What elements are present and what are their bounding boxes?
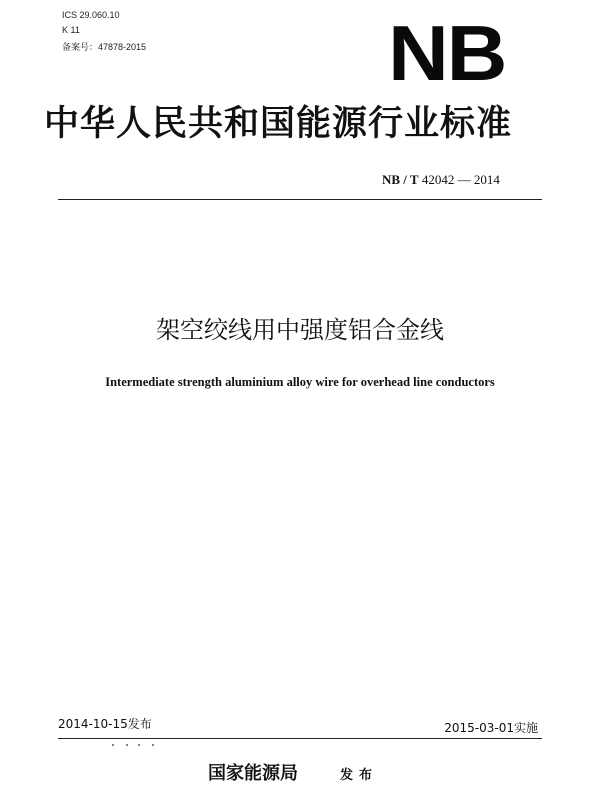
filing-number: 备案号：47878-2015: [62, 42, 147, 52]
standard-number: [382, 172, 500, 188]
org-title: 中华人民共和国能源行业标准: [44, 104, 513, 144]
bottom-divider: [58, 738, 542, 739]
issue-date: 2014-10-15发布: [58, 717, 152, 731]
publish-label: 发布: [340, 768, 379, 783]
ccs-code: K 11: [62, 25, 80, 35]
standard-code: 42042 — 2014: [421, 172, 500, 187]
scan-specks: [112, 744, 156, 748]
title-chinese: 架空绞线用中强度铝合金线: [156, 316, 444, 344]
top-divider: [58, 199, 542, 200]
standard-prefix: NB / T: [382, 172, 419, 187]
nb-logo: NB: [388, 9, 506, 97]
implementation-date: 2015-03-01实施: [444, 721, 538, 735]
ics-code: ICS 29.060.10: [62, 10, 120, 20]
title-english: Intermediate strength aluminium alloy wire for overhead line conductors: [105, 375, 495, 389]
publisher: 国家能源局: [208, 763, 298, 784]
